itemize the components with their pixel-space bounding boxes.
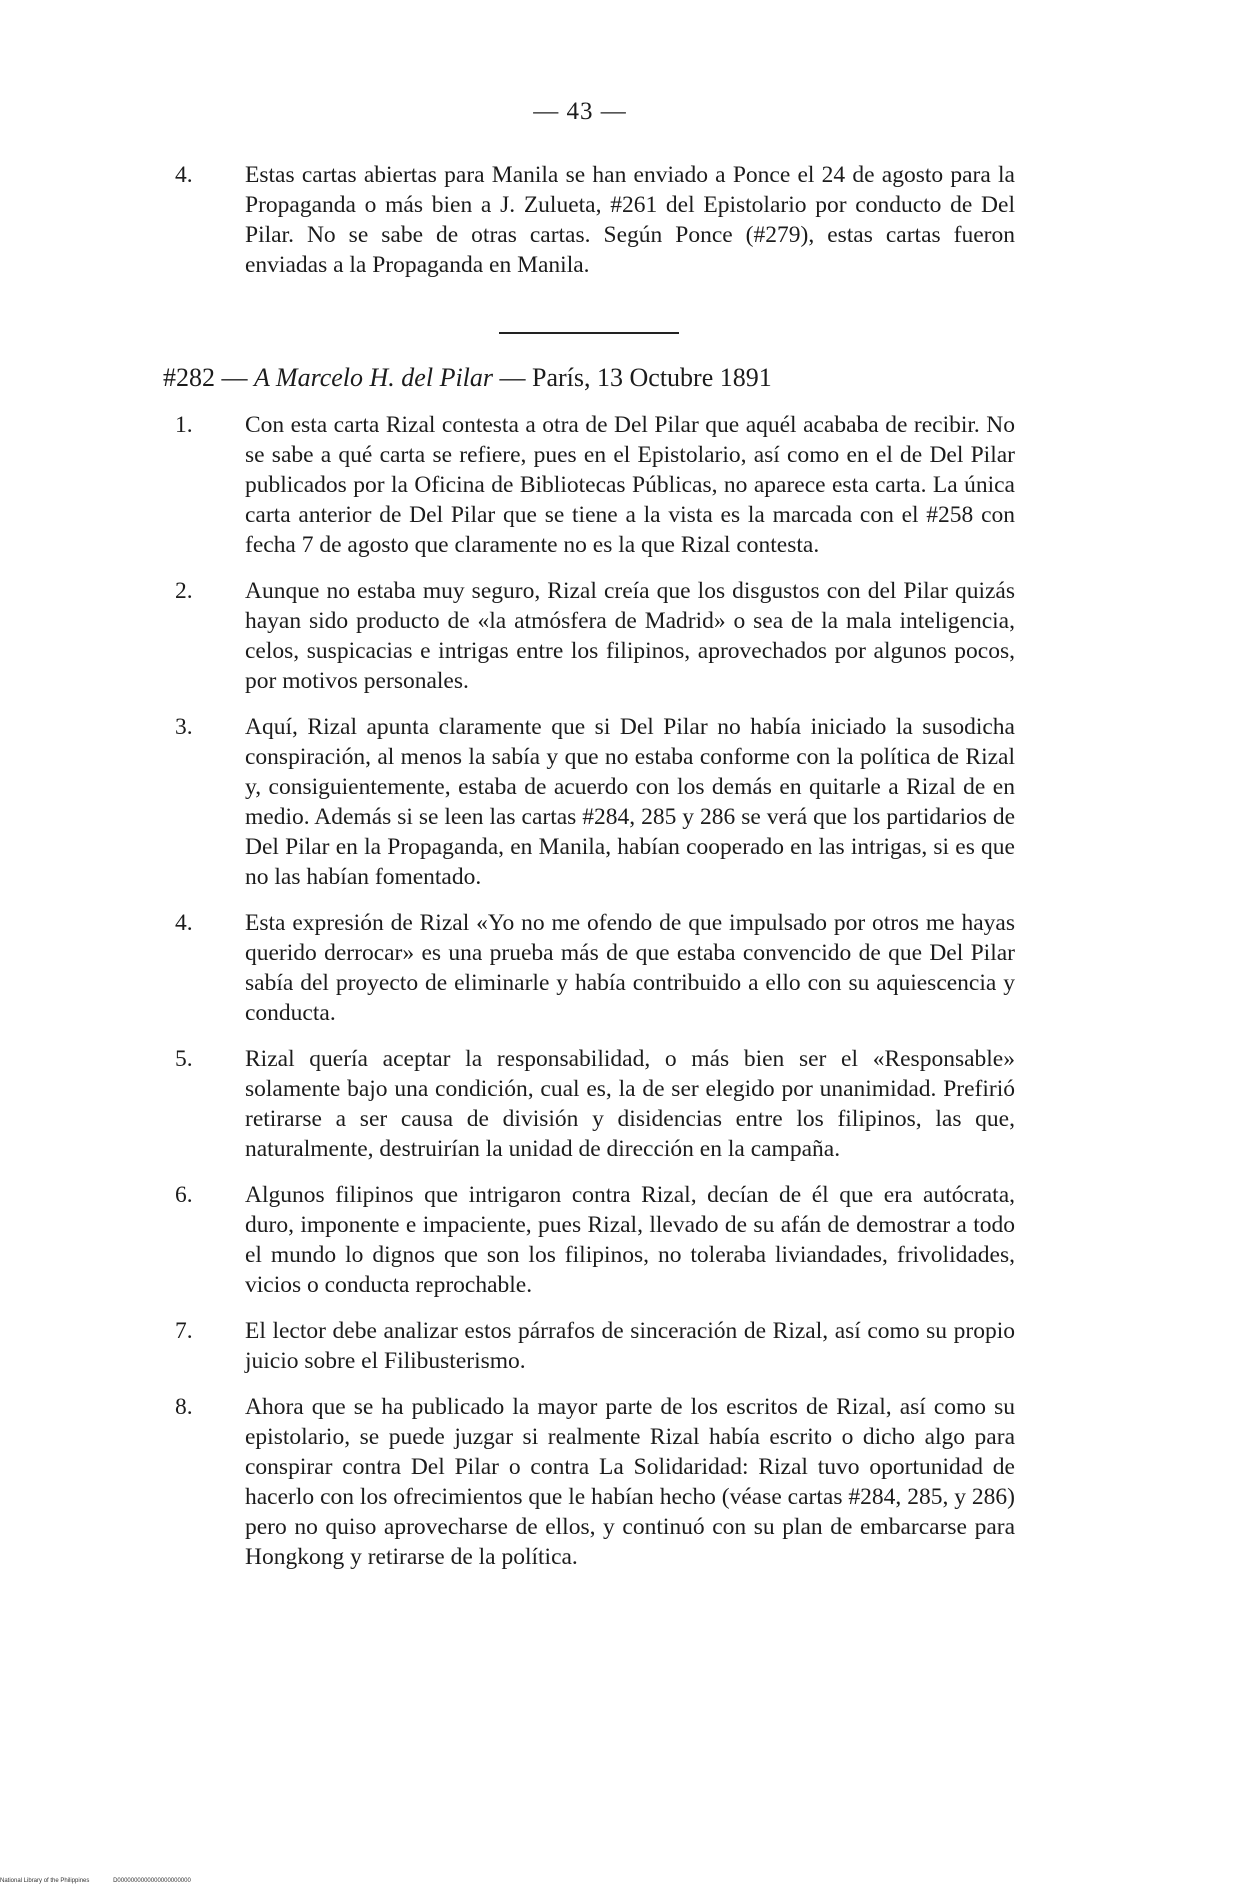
note-number: 7.	[175, 1318, 193, 1344]
note-text: Rizal quería aceptar la responsabilidad, o más bien ser el «Responsable» solamente bajo una condición, cual es, la de ser elegido por unanimidad. Prefirió retirarse a ser causa de división y disidencias entre los filipinos, las que, naturalmente, destruirían la unidad de dirección en la campaña.	[245, 1046, 1015, 1162]
note-item-3	[165, 712, 1015, 892]
note-text: Estas cartas abiertas para Manila se han enviado a Ponce el 24 de agosto para la Propaganda o más bien a J. Zulueta, #261 del Epistolario por conducto de Del Pilar. No se sabe de otras cartas. Según Ponce (#279), estas cartas fueron enviadas a la Propaganda en Manila.	[245, 162, 1015, 278]
note-text: Aquí, Rizal apunta claramente que si Del Pilar no había iniciado la susodicha conspiración, al menos la sabía y que no estaba conforme con la política de Rizal y, consiguientemente, estaba de acuerdo con los demás en quitarle a Rizal de en medio. Además si se leen las cartas #284, 285 y 286 se verá que los partidarios de Del Pilar en la Propaganda, en Manila, habían cooperado en las intrigas, si es que no las habían fomentado.	[245, 714, 1015, 890]
letter-recipient: A Marcelo H. del Pilar	[254, 363, 494, 392]
note-item-4	[165, 908, 1015, 1028]
page-number: — 43 —	[533, 98, 627, 125]
note-item-5	[165, 1044, 1015, 1164]
note-number: 8.	[175, 1394, 193, 1420]
note-item-1	[165, 410, 1015, 560]
note-text: Con esta carta Rizal contesta a otra de Del Pilar que aquél acababa de recibir. No se sabe a qué carta se refiere, pues en el Epistolario, así como en el de Del Pilar publicados por la Oficina de Bibliotecas Públicas, no aparece esta carta. La única carta anterior de Del Pilar que se tiene a la vista es la marcada con el #258 con fecha 7 de agosto que claramente no es la que Rizal contesta.	[245, 412, 1015, 558]
top-note-block	[165, 160, 1015, 296]
letter-place-date: — París, 13 Octubre 1891	[499, 363, 772, 392]
note-text: Algunos filipinos que intrigaron contra Rizal, decían de él que era autócrata, duro, imponente e impaciente, pues Rizal, llevado de su afán de demostrar a todo el mundo lo dignos que son los filipinos, no toleraba liviandades, frivolidades, vicios o conducta reprochable.	[245, 1182, 1015, 1298]
note-number: 4.	[175, 162, 193, 188]
note-text: El lector debe analizar estos párrafos de sinceración de Rizal, así como su propio juicio sobre el Filibusterismo.	[245, 1318, 1015, 1374]
letter-heading	[163, 362, 772, 394]
note-text: Ahora que se ha publicado la mayor parte de los escritos de Rizal, así como su epistolario, se puede juzgar si realmente Rizal había escrito o dicho algo para conspirar contra Del Pilar o contra La Solidaridad: Rizal tuvo oportunidad de hacerlo con los ofrecimientos que le habían hecho (véase cartas #284, 285, y 286) pero no quiso aprovecharse de ellos, y continuó con su plan de embarcarse para Hongkong y retirarse de la política.	[245, 1394, 1015, 1570]
note-text: Aunque no estaba muy seguro, Rizal creía que los disgustos con del Pilar quizás hayan sido producto de «la atmósfera de Madrid» o sea de la mala inteligencia, celos, suspicacias e intrigas entre los filipinos, aprovechados por algunos pocos, por motivos personales.	[245, 578, 1015, 694]
note-number: 2.	[175, 578, 193, 604]
note-item-7	[165, 1316, 1015, 1376]
notes-list	[165, 410, 1015, 1588]
note-number: 4.	[175, 910, 193, 936]
note-number: 1.	[175, 412, 193, 438]
note-number: 6.	[175, 1182, 193, 1208]
note-number: 5.	[175, 1046, 193, 1072]
scan-footer	[0, 1878, 213, 1884]
note-text: Esta expresión de Rizal «Yo no me ofendo de que impulsado por otros me hayas querido derrocar» es una prueba más de que estaba convencido de que Del Pilar sabía del proyecto de eliminarle y había contribuido a ello con su aquiescencia y conducta.	[245, 910, 1015, 1026]
note-item-8	[165, 1392, 1015, 1572]
note-number: 3.	[175, 714, 193, 740]
note-item-2	[165, 576, 1015, 696]
footer-code: D0000000000000000000000	[113, 1878, 191, 1884]
note-item-6	[165, 1180, 1015, 1300]
letter-number: #282 —	[163, 363, 248, 392]
section-divider	[499, 332, 679, 334]
footer-library: National Library of the Philippines	[0, 1878, 90, 1884]
note-item	[165, 160, 1015, 280]
